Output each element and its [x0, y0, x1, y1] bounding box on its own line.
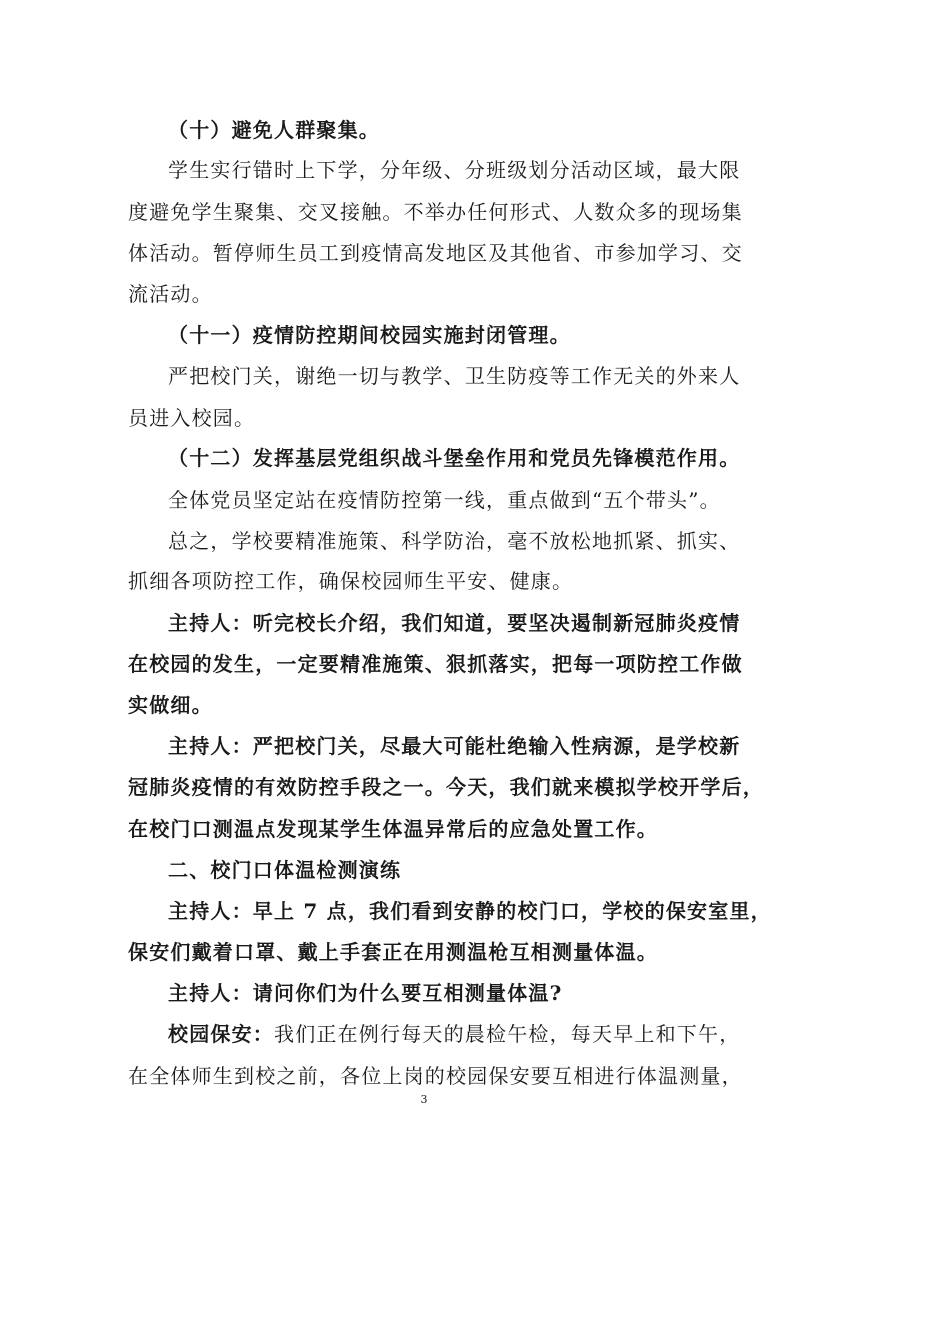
- guard-speech-line: [168, 1020, 768, 1048]
- section-heading: 二、校门口体温检测演练: [168, 858, 402, 882]
- paragraph-line: 抓细各项防控工作，确保校园师生平安、健康。: [128, 569, 574, 593]
- paragraph-line: 严把校门关，谢绝一切与教学、卫生防疫等工作无关的外来人: [168, 364, 741, 388]
- paragraph-line: 总之，学校要精准施策、科学防治，毫不放松地抓紧、抓实、: [168, 529, 741, 553]
- paragraph-line: 全体党员坚定站在疫情防控第一线，重点做到“五个带头”。: [168, 488, 721, 512]
- speech-text: 我们正在例行每天的晨检午检，每天早上和下午，: [274, 1022, 741, 1046]
- host-speech-line: 保安们戴着口罩、戴上手套正在用测温枪互相测量体温。: [128, 940, 658, 964]
- host-speech-line: 主持人：严把校门关，尽最大可能杜绝输入性病源，是学校新: [168, 734, 741, 758]
- speaker-label: 校园保安：: [168, 1022, 274, 1046]
- host-speech-line: 主持人：听完校长介绍，我们知道，要坚决遏制新冠肺炎疫情: [168, 611, 741, 635]
- paragraph-line: 员进入校园。: [128, 406, 256, 430]
- host-speech-line: 主持人：早上 7 点，我们看到安静的校门口，学校的保安室里，: [168, 899, 772, 923]
- host-speech-line: 实做细。: [128, 693, 213, 717]
- paragraph-line: 度避免学生聚集、交叉接触。不举办任何形式、人数众多的现场集: [128, 200, 743, 224]
- paragraph-line: 体活动。暂停师生员工到疫情高发地区及其他省、市参加学习、交: [128, 241, 743, 265]
- section-heading: （十二）发挥基层党组织战斗堡垒作用和党员先锋模范作用。: [168, 446, 741, 470]
- guard-speech-line: 在全体师生到校之前，各位上岗的校园保安要互相进行体温测量，: [128, 1064, 743, 1088]
- page-number: 3: [420, 1093, 428, 1106]
- host-speech-line: 冠肺炎疫情的有效防控手段之一。今天，我们就来模拟学校开学后，: [128, 775, 764, 799]
- host-speech-line: 在校园的发生，一定要精准施策、狠抓落实，把每一项防控工作做: [128, 652, 743, 676]
- section-heading: （十一）疫情防控期间校园实施封闭管理。: [168, 323, 571, 347]
- host-speech-line: 在校门口测温点发现某学生体温异常后的应急处置工作。: [128, 817, 658, 841]
- paragraph-line: 流活动。: [128, 282, 213, 306]
- paragraph-line: 学生实行错时上下学，分年级、分班级划分活动区域，最大限: [168, 158, 741, 182]
- section-heading: （十）避免人群聚集。: [168, 118, 380, 142]
- host-question-line: 主持人：请问你们为什么要互相测量体温?: [168, 981, 563, 1005]
